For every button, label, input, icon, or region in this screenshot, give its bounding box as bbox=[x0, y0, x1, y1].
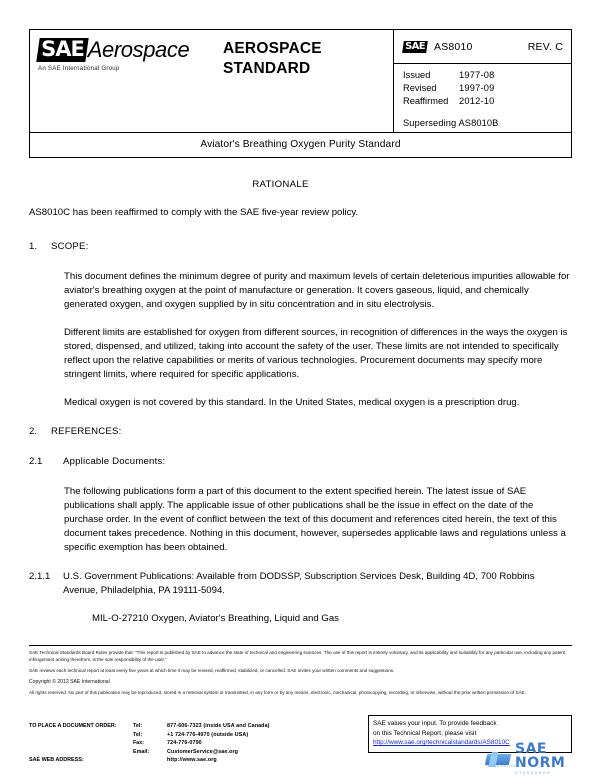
tel-domestic-value: 877-606-7323 (inside USA and Canada) bbox=[167, 723, 270, 729]
tel-international-key: Tel: bbox=[133, 731, 143, 738]
applicable-documents-paragraph: The following publications form a part of this document to the extent specified herein. The latest issue of SAE publications shall apply. The applicable issue of other publications shall be the issue in effect on the date of the purchase order. In the event of conflict between the text of this document and references cited herein, the text of this document takes precedence. Nothing in this document, however, supersedes applicable laws and regulations unless a specific exemption has been obtained. bbox=[64, 486, 566, 553]
sae-logo bbox=[38, 38, 207, 62]
document-subject-title: Aviator's Breathing Oxygen Purity Standard bbox=[30, 132, 571, 157]
document-type-line2: STANDARD bbox=[223, 59, 311, 77]
section-2-1-1-number: 2.1.1 bbox=[29, 571, 51, 582]
fax-value: 724-776-0790 bbox=[167, 740, 202, 747]
spacer-cell-4 bbox=[133, 756, 167, 765]
document-type-cell bbox=[213, 30, 393, 132]
document-dates bbox=[394, 64, 571, 118]
order-instructions-label: TO PLACE A DOCUMENT ORDER: bbox=[29, 723, 117, 729]
disclaimer-paragraph-2: SAE reviews each technical report at least every five years at which time it may be revised, reaffirmed, stabilized, or cancelled. SAE invites your written comments and suggestions. bbox=[29, 667, 395, 673]
footer-legal bbox=[29, 650, 572, 701]
sae-wordmark-icon: SAE bbox=[36, 38, 88, 62]
document-header-table bbox=[29, 29, 572, 158]
section-2-1-1 bbox=[29, 570, 572, 598]
mil-spec-reference: MIL-O-27210 Oxygen, Aviator's Breathing, Liquid and Gas bbox=[92, 613, 339, 624]
fax-key: Fax: bbox=[133, 740, 145, 747]
feedback-link[interactable]: http://www.sae.org/technicalstandards/AS8010C bbox=[373, 739, 510, 747]
government-publications-text: U.S. Government Publications: Available from DODSSP, Subscription Services Desk, Building 4D, 700 Robbins Avenue, Philadelphia, PA 19111-5094. bbox=[63, 571, 535, 596]
watermark-left-subtext: INTERNATIONAL bbox=[486, 764, 524, 768]
contact-row-web bbox=[29, 756, 359, 765]
watermark-sub-text: STANDARDS bbox=[515, 771, 552, 776]
sae-logo-subtitle: An SAE International Group bbox=[38, 65, 120, 72]
tel-domestic-key: Tel: bbox=[133, 723, 143, 729]
spacer-cell-3 bbox=[29, 748, 133, 757]
section-2-1-heading bbox=[29, 455, 572, 469]
section-2-1-paragraph-wrap bbox=[29, 485, 572, 555]
email-key: Email: bbox=[133, 748, 150, 755]
header-top-row bbox=[30, 30, 571, 132]
reaffirmed-label: Reaffirmed bbox=[403, 96, 449, 107]
copyright-notice: Copyright © 2012 SAE International bbox=[29, 678, 110, 685]
watermark-text-group bbox=[515, 742, 598, 776]
tel-international-value: +1 724-776-4970 (outside USA) bbox=[167, 731, 249, 738]
contact-row-tel-domestic bbox=[29, 722, 359, 731]
document-number-row bbox=[394, 30, 571, 64]
reaffirmed-value: 2012-10 bbox=[459, 96, 495, 107]
date-row-reaffirmed bbox=[403, 95, 563, 108]
document-body bbox=[29, 178, 572, 636]
feedback-line-2: on this Technical Report, please visit bbox=[373, 729, 477, 737]
superseding-note: Superseding AS8010B bbox=[403, 118, 499, 128]
contact-row-email bbox=[29, 748, 359, 757]
contact-row-tel-international bbox=[29, 731, 359, 740]
revised-label: Revised bbox=[403, 83, 437, 94]
contact-row-fax bbox=[29, 739, 359, 748]
sae-aerospace-logo-cell bbox=[30, 30, 213, 132]
web-address-value[interactable]: http://www.sae.org bbox=[167, 757, 217, 764]
document-revision: REV. C bbox=[527, 40, 563, 53]
web-address-label: SAE WEB ADDRESS: bbox=[29, 757, 84, 764]
section-2-title: REFERENCES: bbox=[51, 426, 122, 437]
section-2-1-1-body bbox=[63, 570, 572, 598]
section-1-heading bbox=[29, 240, 572, 254]
feedback-line-1: SAE values your input. To provide feedback bbox=[373, 720, 497, 727]
date-row-issued bbox=[403, 69, 563, 82]
issued-value: 1977-08 bbox=[459, 70, 495, 80]
sae-badge-icon: SAE bbox=[402, 41, 428, 53]
spacer-cell-2 bbox=[29, 739, 133, 748]
section-1-number: 1. bbox=[29, 241, 38, 252]
scope-paragraph-2: Different limits are established for oxygen from different sources, in recognition of differences in the ways the oxygen is stored, dispensed, and utilized, taking into account the safety of the user. These limits are not intended to specifically reflect upon the relative capabilities or merits of various technologies. Procurement documents may specify more stringent limits, where required for specific applications. bbox=[64, 327, 568, 380]
document-meta-cell bbox=[393, 30, 571, 132]
rights-reserved-notice: All rights reserved. No part of this publication may be reproduced, stored in a retrieval system or transmitted, in any form or by any means, electronic, mechanical, photocopying, recording, or otherwise, without the prior written permission of SAE. bbox=[29, 690, 526, 696]
section-2-number: 2. bbox=[29, 426, 38, 437]
section-1-paragraphs bbox=[29, 270, 572, 410]
issued-label: Issued bbox=[403, 70, 431, 80]
order-contact-block bbox=[29, 722, 359, 765]
document-number: AS8010 bbox=[433, 40, 473, 53]
section-2-1-number: 2.1 bbox=[29, 456, 43, 467]
document-type-line1: AEROSPACE bbox=[223, 40, 322, 57]
date-row-revised bbox=[403, 82, 563, 95]
scope-paragraph-1: This document defines the minimum degree of purity and maximum levels of certain deleterious impurities allowable for aviator's breathing oxygen at the point of manufacture or generation. It covers gaseous, liquid, and chemically generated oxygen, and oxygen supplied by in situ concentration and in situ electrolysis. bbox=[64, 271, 570, 310]
section-2-heading bbox=[29, 425, 572, 439]
footer-divider bbox=[29, 645, 572, 646]
sae-norm-watermark bbox=[486, 741, 598, 776]
spacer-cell-1 bbox=[29, 731, 133, 740]
revised-value: 1997-09 bbox=[459, 83, 495, 94]
rationale-heading: RATIONALE bbox=[252, 179, 309, 190]
disclaimer-paragraph-1: SAE Technical Standards Board Rules provide that: “This report is published by SAE to advance the state of technical and engineering sciences. The use of this report is entirely voluntary, and its applicability and suitability for any particular use, including any patent infringement arising therefrom, is the sole responsibility of the user.” bbox=[29, 650, 566, 662]
section-1-title: SCOPE: bbox=[51, 241, 89, 252]
scope-paragraph-3: Medical oxygen is not covered by this standard. In the United States, medical oxygen is a prescription drug. bbox=[64, 397, 520, 408]
watermark-main-text: SAE NORM bbox=[515, 741, 566, 772]
section-2-1-title: Applicable Documents: bbox=[63, 456, 166, 467]
aerospace-wordmark: Aerospace bbox=[87, 37, 190, 62]
rationale-text: AS8010C has been reaffirmed to comply with the SAE five-year review policy. bbox=[29, 207, 359, 218]
email-value[interactable]: CustomerService@sae.org bbox=[167, 748, 239, 755]
